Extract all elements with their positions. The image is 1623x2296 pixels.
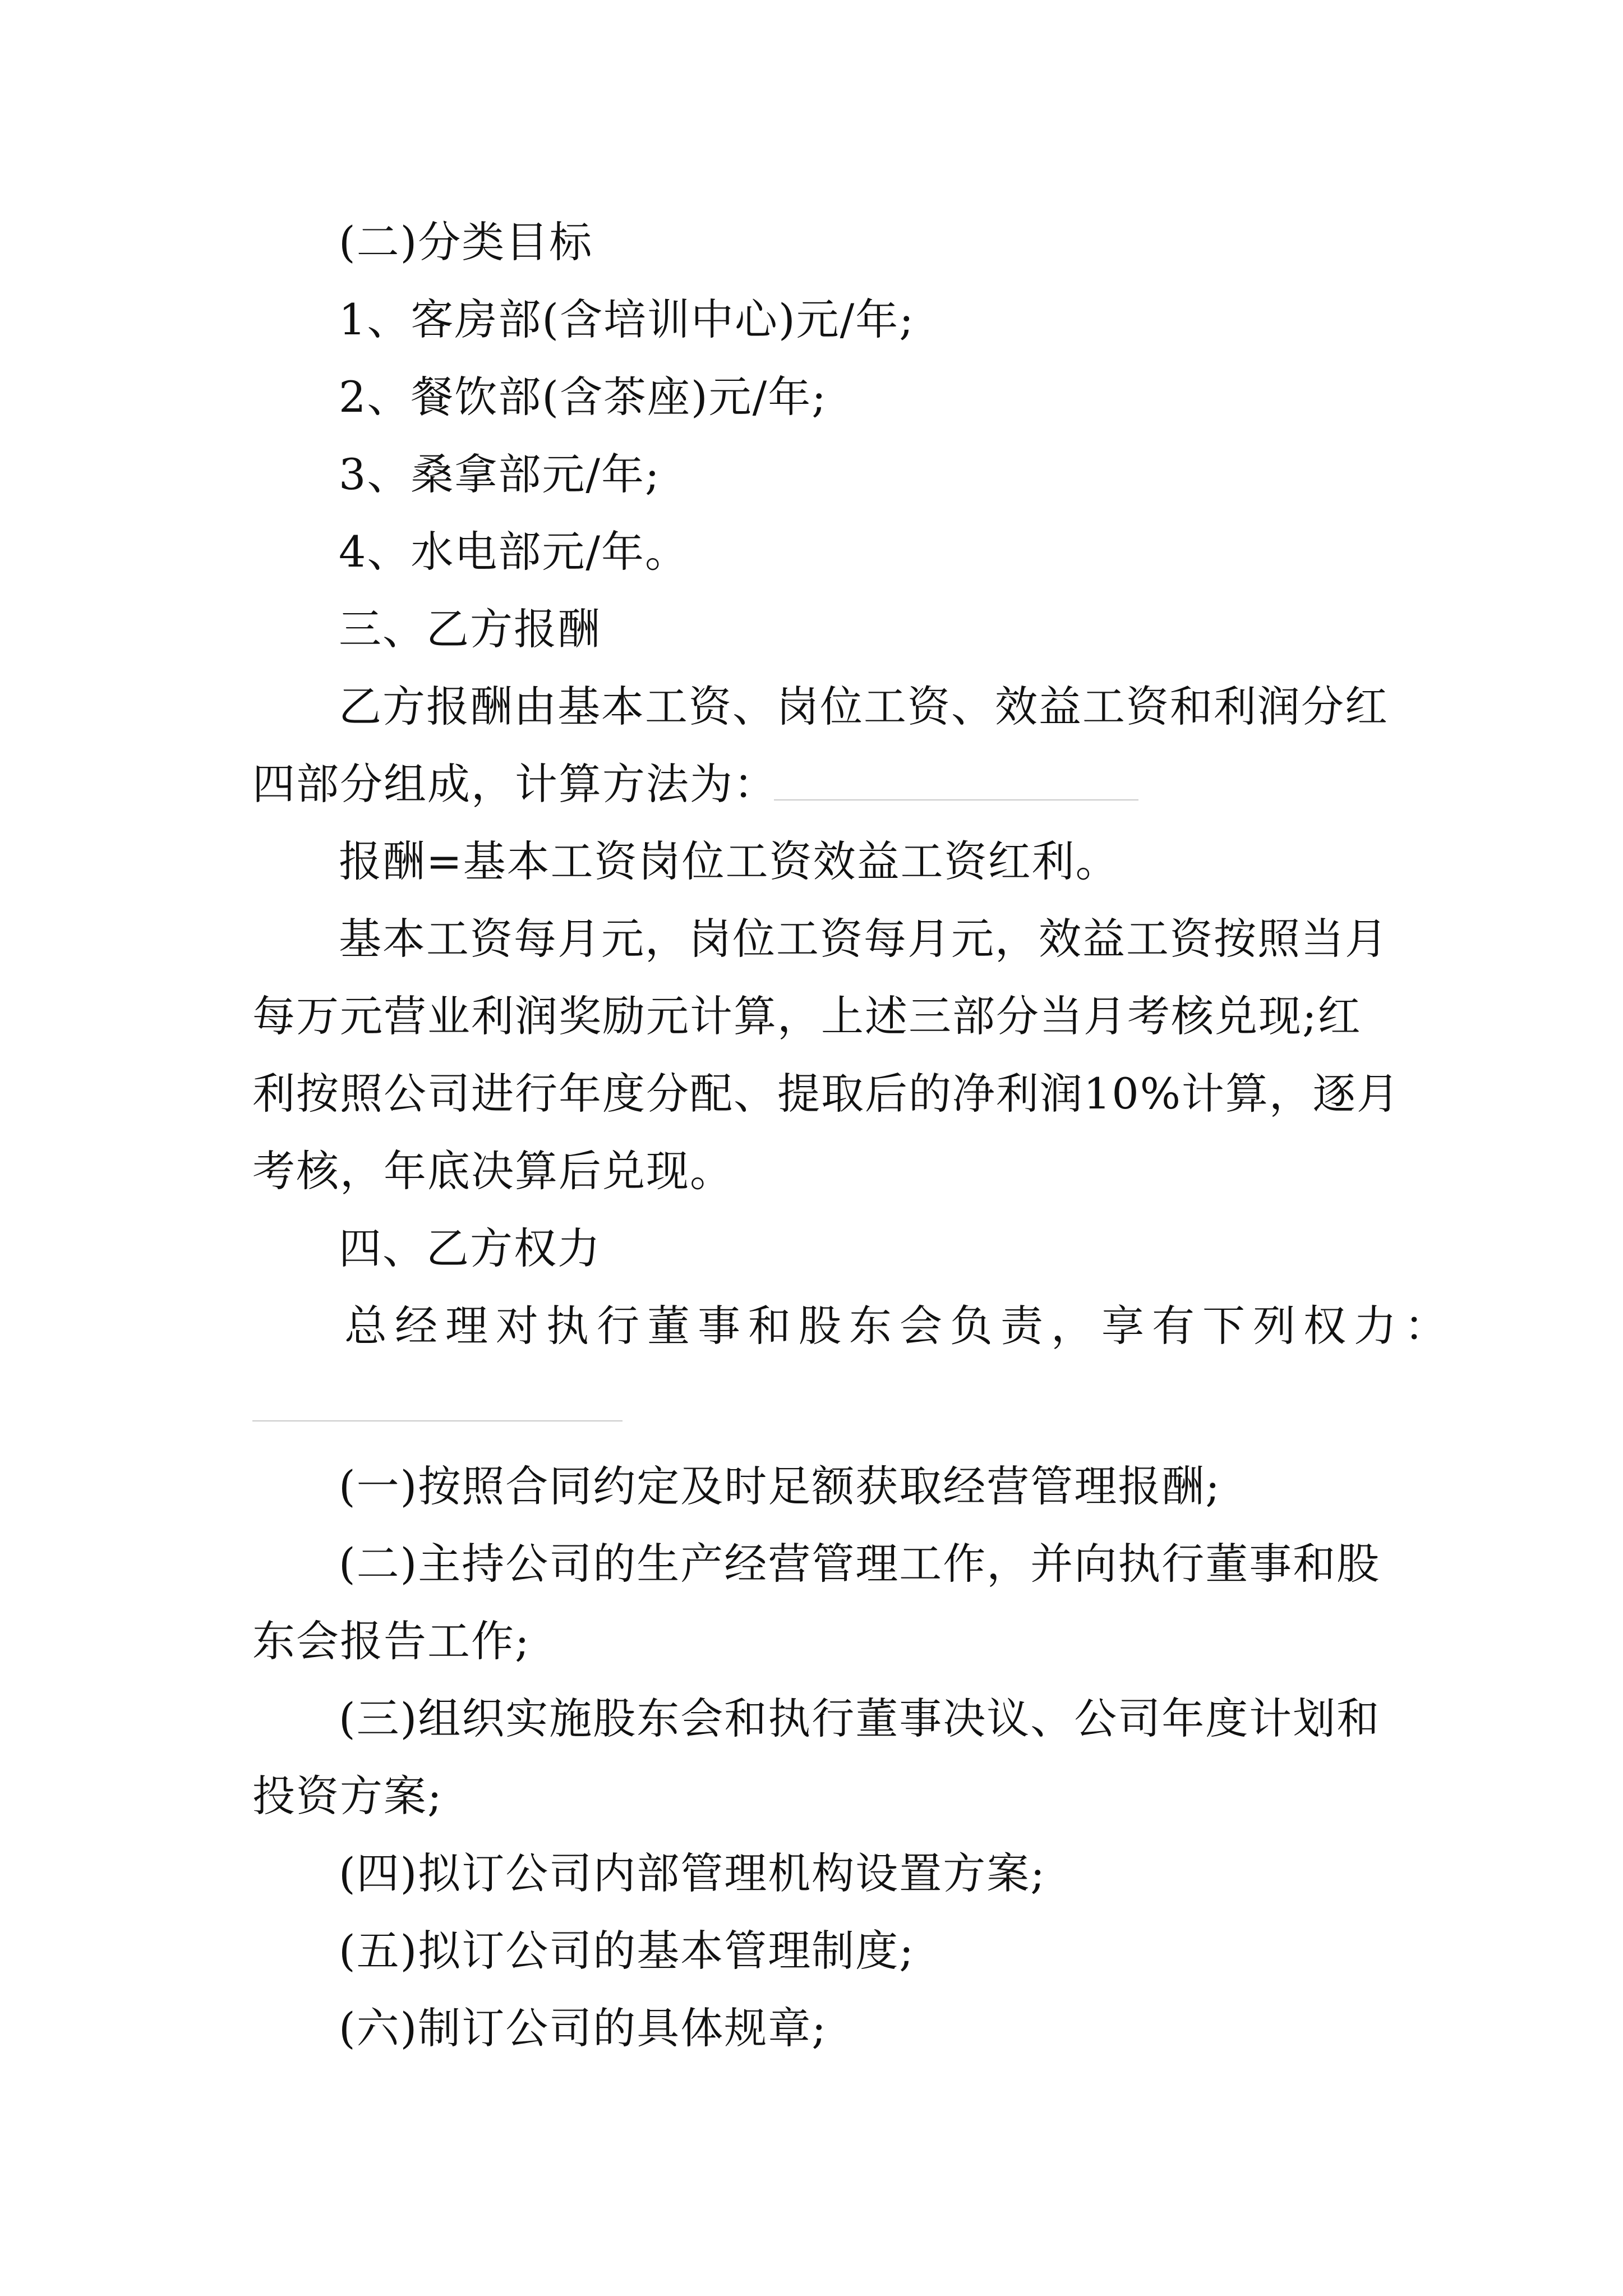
paragraph-line: 总经理对执行董事和股东会负责，享有下列权力： bbox=[344, 1301, 1455, 1351]
list-item-continuation: 东会报告工作; bbox=[252, 1616, 531, 1666]
list-item: 2、餐饮部(含茶座)元/年; bbox=[339, 372, 827, 422]
paragraph-line: 每万元营业利润奖励元计算，上述三部分当月考核兑现;红 bbox=[252, 991, 1362, 1041]
list-item-continuation: 投资方案; bbox=[252, 1771, 443, 1821]
paragraph-line: 四部分组成，计算方法为： bbox=[252, 759, 777, 809]
paragraph-line: 乙方报酬由基本工资、岗位工资、效益工资和利润分红 bbox=[339, 682, 1389, 731]
section-heading: 四、乙方权力 bbox=[339, 1223, 601, 1273]
paragraph-line: 基本工资每月元，岗位工资每月元，效益工资按照当月 bbox=[339, 914, 1389, 964]
list-item: (四)拟订公司内部管理机构设置方案; bbox=[339, 1848, 1046, 1898]
section-heading: 三、乙方报酬 bbox=[339, 604, 601, 654]
subsection-heading: (二)分类目标 bbox=[339, 217, 593, 267]
list-item: (二)主持公司的生产经营管理工作，并向执行董事和股 bbox=[339, 1539, 1381, 1589]
list-item: (五)拟订公司的基本管理制度; bbox=[339, 1926, 915, 1976]
list-item: (六)制订公司的具体规章; bbox=[339, 2003, 827, 2053]
list-item: (三)组织实施股东会和执行董事决议、公司年度计划和 bbox=[339, 1694, 1381, 1743]
paragraph-line: 利按照公司进行年度分配、提取后的净利润10%计算，逐月 bbox=[252, 1069, 1400, 1119]
formula-line: 报酬=基本工资岗位工资效益工资红利。 bbox=[339, 836, 1119, 886]
list-item: 3、桑拿部元/年; bbox=[339, 449, 661, 499]
horizontal-rule bbox=[252, 1420, 623, 1421]
blank-fill-line bbox=[774, 799, 1138, 800]
list-item: 1、客房部(含培训中心)元/年; bbox=[339, 295, 915, 344]
paragraph-line: 考核，年底决算后兑现。 bbox=[252, 1146, 734, 1196]
list-item: 4、水电部元/年。 bbox=[339, 527, 689, 577]
list-item: (一)按照合同约定及时足额获取经营管理报酬; bbox=[339, 1461, 1221, 1511]
